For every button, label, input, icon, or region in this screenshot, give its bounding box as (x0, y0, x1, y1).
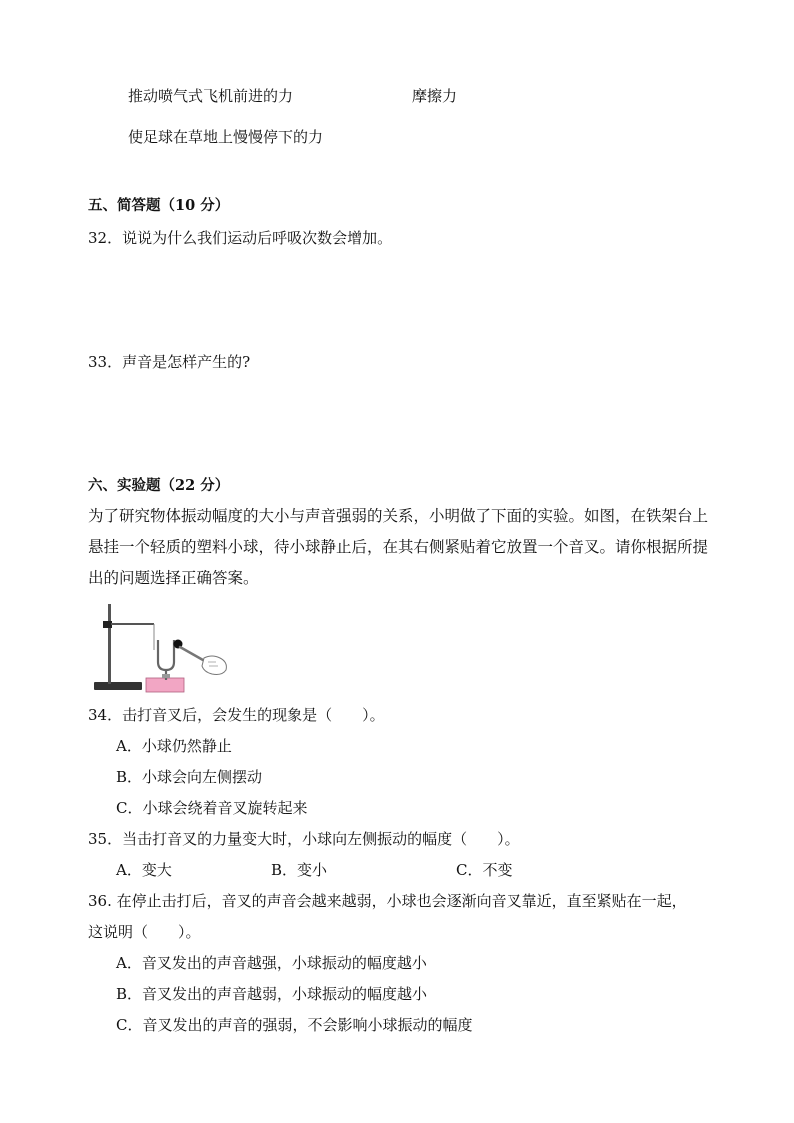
q35-option-a: A．变大 (116, 861, 172, 879)
q34-option-c: C．小球会绕着音叉旋转起来 (116, 799, 308, 817)
stand-clamp (103, 621, 112, 628)
q34-option-a: A．小球仍然静止 (116, 737, 232, 755)
q34-option-b: B．小球会向左侧摆动 (116, 768, 263, 786)
stand-base (94, 682, 142, 690)
section6-heading: 六、实验题（22 分） (88, 477, 230, 494)
experiment-intro: 为了研究物体振动幅度的大小与声音强弱的关系，小明做了下面的实验。如图，在铁架台上悬挂一个轻质的塑料小球，待小球静止后，在其右侧紧贴着它放置一个音叉。请你根据所提出的问题选择正确答案。 (88, 507, 709, 587)
pink-base (146, 678, 184, 692)
q35-option-c: C．不变 (456, 861, 513, 879)
match-right-item-1: 摩擦力 (412, 87, 458, 105)
hand-icon (202, 656, 226, 675)
q36-option-c: C．音叉发出的声音的强弱，不会影响小球振动的幅度 (116, 1016, 473, 1034)
q35-option-b: B．变小 (271, 861, 328, 879)
match-left-item-2: 使足球在草地上慢慢停下的力 (128, 128, 324, 146)
question-32: 32．说说为什么我们运动后呼吸次数会增加。 (88, 229, 393, 247)
question-36-stem-line2: 这说明（ ）。 (88, 923, 201, 941)
tuning-fork (158, 640, 174, 670)
question-35-stem: 35．当击打音叉的力量变大时，小球向左侧振动的幅度（ ）。 (88, 830, 520, 848)
question-33: 33．声音是怎样产生的? (88, 353, 251, 371)
match-left-item-1: 推动喷气式飞机前进的力 (128, 87, 294, 105)
section5-heading: 五、简答题（10 分） (88, 197, 230, 214)
experiment-figure (92, 600, 232, 696)
q36-option-a: A．音叉发出的声音越强，小球振动的幅度越小 (116, 954, 427, 972)
q36-option-b: B．音叉发出的声音越弱，小球振动的幅度越小 (116, 985, 428, 1003)
question-34-stem: 34．击打音叉后，会发生的现象是（ ）。 (88, 706, 385, 724)
stand-rod (108, 604, 111, 684)
question-36-stem-line1: 36. 在停止击打后，音叉的声音会越来越弱，小球也会逐渐向音叉靠近，直至紧贴在一起， (88, 892, 687, 910)
